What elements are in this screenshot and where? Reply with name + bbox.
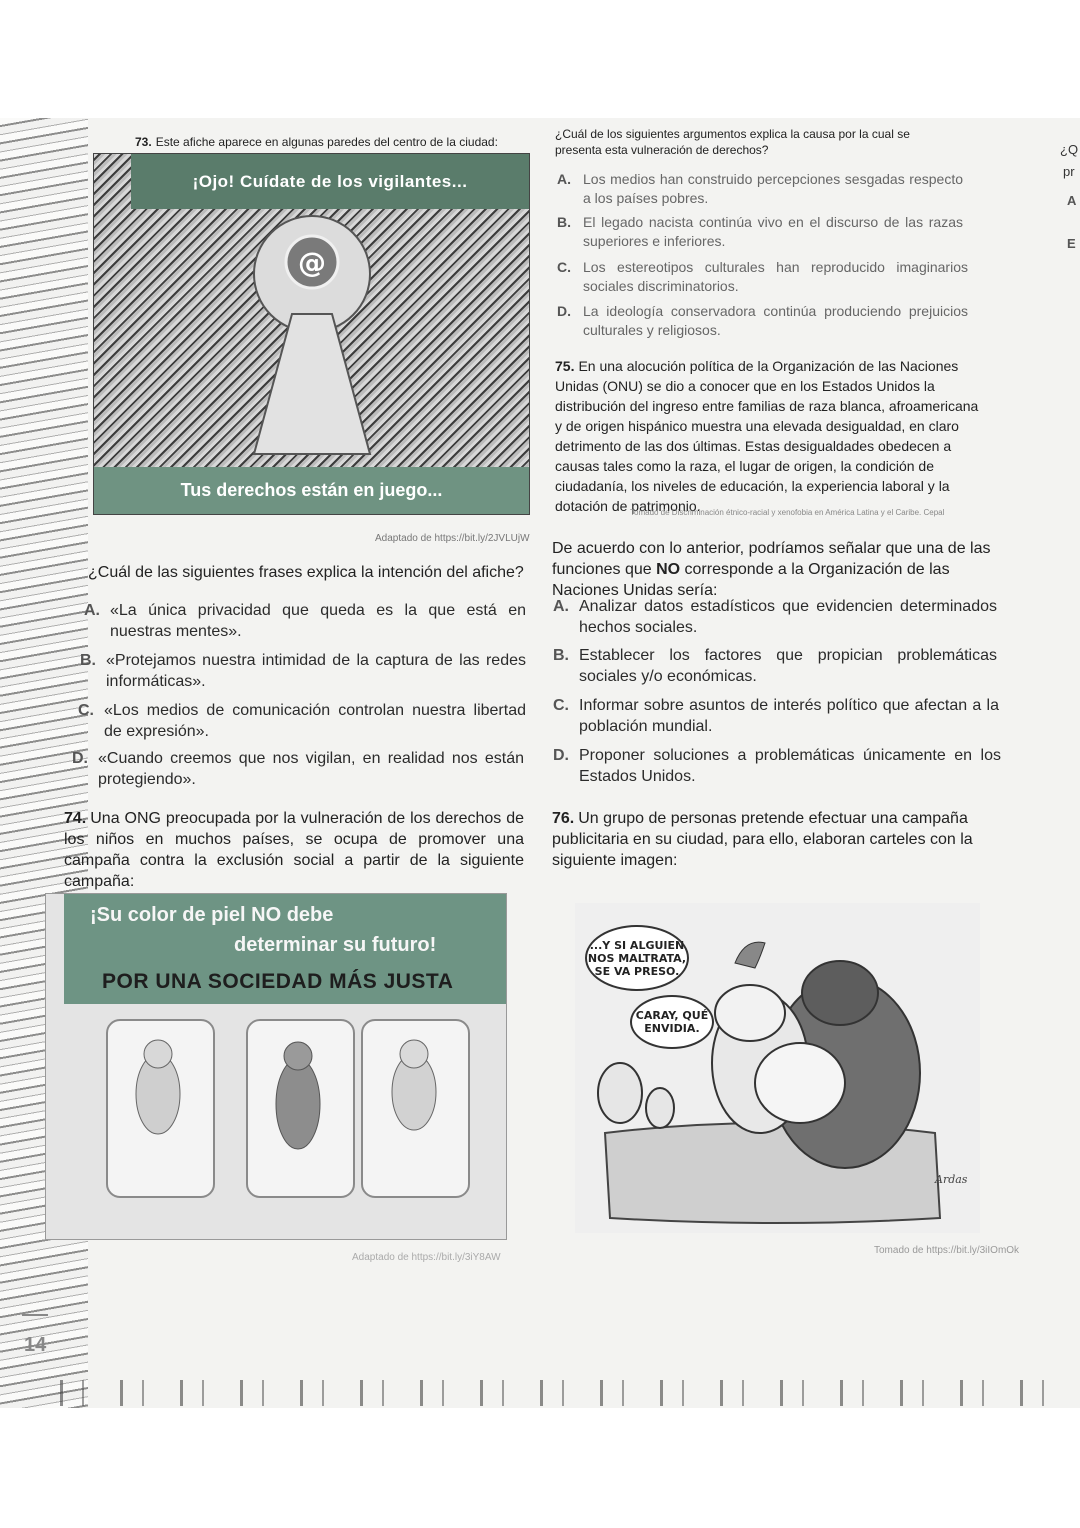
page-bottom-edge-texture — [60, 1380, 1080, 1406]
option-text: «Cuando creemos que nos vigilan, en realidad nos están protegiendo». — [98, 750, 524, 788]
at-sign-icon: @ — [298, 246, 326, 279]
q73-option-b[interactable] — [80, 650, 526, 692]
option-text: Analizar datos estadísticos que evidencien determinados hechos sociales. — [579, 598, 997, 636]
q74-option-c[interactable] — [557, 258, 968, 296]
option-text: «Protejamos nuestra intimidad de la captura de las redes informáticas». — [106, 652, 526, 690]
q73-source: Adaptado de https://bit.ly/2JVLUjW — [375, 533, 530, 544]
q75-question — [552, 538, 992, 601]
q74-poster-band — [64, 894, 506, 1004]
q73-poster — [93, 153, 530, 515]
page-number-rule — [22, 1314, 48, 1316]
q74-source: Adaptado de https://bit.ly/3iY8AW — [352, 1252, 501, 1263]
speech-bubble: ...Y SI ALGUIEN NOS MALTRATA, SE VA PRESO. — [585, 925, 689, 991]
q74-prompt-text: Una ONG preocupada por la vulneración de los derechos de los niños en muchos países, se ocupa de promover una campaña contra la exclusión social a partir de la siguiente campaña: — [64, 810, 524, 890]
q73-prompt — [135, 132, 515, 153]
q73-number: 73. — [135, 135, 152, 149]
option-text: Establecer los factores que propician problemáticas sociales y/o económicas. — [579, 647, 997, 685]
option-letter: D. — [557, 303, 571, 319]
q73-poster-headline: ¡Ojo! Cuídate de los vigilantes... — [131, 154, 529, 209]
option-text: Informar sobre asuntos de interés político que afectan a la población mundial. — [579, 697, 999, 735]
q75-question-pre: De acuerdo con lo anterior, podríamos señalar que una de las funciones que — [552, 540, 991, 578]
q75-option-b[interactable] — [553, 645, 997, 687]
q74-question: ¿Cuál de los siguientes argumentos explica la causa por la cual se presenta esta vulneración de derechos? — [555, 127, 910, 157]
option-text: Los estereotipos culturales han reproducido imaginarios sociales discriminatorios. — [583, 259, 968, 294]
option-letter: B. — [553, 647, 569, 664]
q75-number: 75. — [555, 358, 575, 374]
option-letter: A. — [553, 598, 569, 615]
q74-poster-line2: determinar su futuro! — [234, 934, 437, 956]
option-text: La ideología conservadora continúa produciendo prejuicios culturales y religiosos. — [583, 303, 968, 338]
option-letter: C. — [557, 259, 571, 275]
next-page-fragment: ¿Q — [1060, 142, 1079, 157]
keyhole-illustration — [94, 154, 529, 514]
option-letter: D. — [553, 747, 569, 764]
q74-option-b[interactable] — [557, 213, 963, 251]
q73-poster-footer: Tus derechos están en juego... — [94, 467, 529, 514]
q73-option-d[interactable] — [72, 748, 524, 790]
option-text: Proponer soluciones a problemáticas únicamente en los Estados Unidos. — [579, 747, 1001, 785]
babies-illustration — [46, 1014, 506, 1234]
option-letter: D. — [72, 750, 88, 767]
q73-question: ¿Cuál de las siguientes frases explica la intención del afiche? — [88, 564, 524, 581]
q74-option-d[interactable] — [557, 302, 968, 340]
q74-number: 74. — [64, 810, 87, 827]
q74-option-a[interactable] — [557, 170, 963, 208]
q75-body: En una alocución política de la Organización de las Naciones Unidas (ONU) se dio a conocer que en los Estados Unidos la distribución del ingreso entre familias de raza blanca, afroamericana y de origen hispánico muestra una elevada desigualdad, en claro detrimento de las dos últimas. Estas desigualdades obedecen a causas tales como la raza, el lugar de origen, la condición de ciudadanía, los niveles de educación, la experiencia laboral y la dotación de patrimonio. — [555, 358, 979, 514]
q76-source: Tomado de https://bit.ly/3iIOmOk — [874, 1245, 1020, 1256]
next-page-fragment: pr — [1063, 164, 1075, 179]
option-letter: C. — [553, 697, 569, 714]
q75-option-d[interactable] — [553, 745, 1001, 787]
speech-bubble: CARAY, QUÉ ENVIDIA. — [630, 995, 714, 1049]
q76-number: 76. — [552, 810, 575, 827]
q76-body: Un grupo de personas pretende efectuar una campaña publicitaria en su ciudad, para ello, elaboran carteles con la siguiente imagen: — [552, 810, 973, 869]
option-text: El legado nacista continúa vivo en el discurso de las razas superiores e inferiores. — [583, 214, 963, 249]
q75-option-c[interactable] — [553, 695, 999, 737]
next-page-fragment: E — [1067, 236, 1076, 251]
option-letter: B. — [557, 214, 571, 230]
option-letter: B. — [80, 652, 96, 669]
q74-poster-line1: ¡Su color de piel NO debe — [90, 904, 334, 926]
q76-cartoon — [575, 903, 980, 1233]
q75-question-post: corresponde a la Organización de las Naciones Unidas sería: — [552, 561, 950, 599]
next-page-fragment: A — [1067, 193, 1077, 208]
option-letter: C. — [78, 702, 94, 719]
q73-option-a[interactable] — [84, 600, 526, 642]
option-text: «Los medios de comunicación controlan nuestra libertad de expresión». — [104, 702, 526, 740]
q75-source: Tomado de Discriminación étnico-racial y xenofobia en América Latina y el Caribe. Cepal — [630, 508, 945, 517]
option-text: «La única privacidad que queda es la que está en nuestras mentes». — [110, 602, 526, 640]
q74-poster — [45, 893, 507, 1240]
option-letter: A. — [84, 602, 100, 619]
textbook-page — [0, 118, 1080, 1408]
page-number: 14 — [24, 1334, 47, 1356]
q73-prompt-text: Este afiche aparece en algunas paredes del centro de la ciudad: — [155, 135, 498, 149]
q75-text — [555, 356, 985, 516]
option-text: Los medios han construido percepciones sesgadas respecto a los países pobres. — [583, 171, 963, 206]
q76-text — [552, 808, 1007, 871]
option-letter: A. — [557, 171, 571, 187]
q75-question-no: NO — [656, 561, 681, 578]
q75-option-a[interactable] — [553, 596, 997, 638]
q73-option-c[interactable] — [78, 700, 526, 742]
cartoon-signature: Ardas — [935, 1173, 968, 1186]
q74-poster-line3: POR UNA SOCIEDAD MÁS JUSTA — [102, 970, 454, 993]
q74-prompt — [64, 808, 524, 892]
